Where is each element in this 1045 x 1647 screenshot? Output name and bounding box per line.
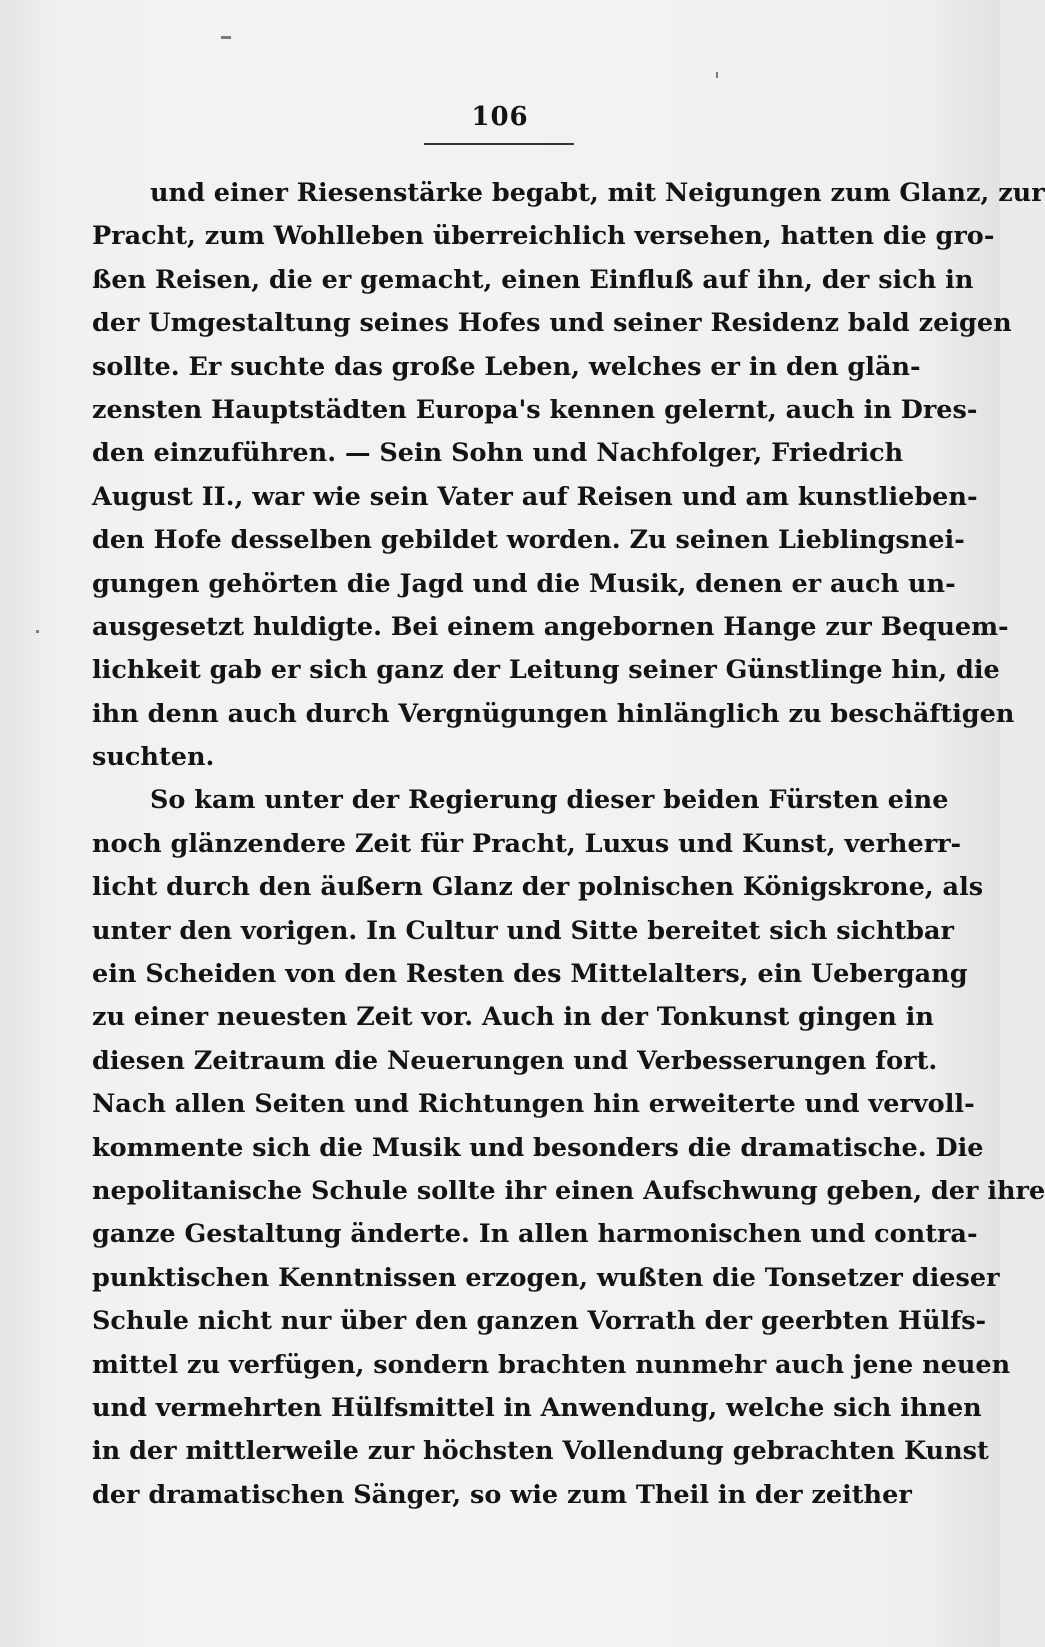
page-number: 106: [471, 102, 529, 132]
text-line: ßen Reisen, die er gemacht, einen Einfluß auf ihn, der sich in: [92, 264, 974, 295]
header-rule: [424, 143, 574, 145]
text-line: sollte. Er suchte das große Leben, welches er in den glän-: [92, 351, 921, 382]
ink-speck: [36, 630, 39, 633]
text-line: Nach allen Seiten und Richtungen hin erweiterte und vervoll-: [92, 1089, 975, 1120]
ink-speck: [716, 72, 718, 78]
text-line: punktischen Kenntnissen erzogen, wußten die Tonsetzer dieser: [92, 1262, 1000, 1293]
text-line: August II., war wie sein Vater auf Reisen und am kunstlieben-: [92, 481, 978, 512]
text-line: nepolitanische Schule sollte ihr einen Aufschwung geben, der ihre: [92, 1175, 1045, 1206]
text-line: kommente sich die Musik und besonders die dramatische. Die: [92, 1132, 984, 1163]
text-line: licht durch den äußern Glanz der polnischen Königskrone, als: [92, 872, 984, 903]
text-line: suchten.: [92, 742, 215, 773]
text-line: ganze Gestaltung änderte. In allen harmonischen und contra-: [92, 1219, 978, 1250]
text-line: diesen Zeitraum die Neuerungen und Verbesserungen fort.: [92, 1045, 938, 1076]
text-line: unter den vorigen. In Cultur und Sitte bereitet sich sichtbar: [92, 915, 954, 946]
text-line: ihn denn auch durch Vergnügungen hinlänglich zu beschäftigen: [92, 698, 1015, 729]
text-line: der dramatischen Sänger, so wie zum Theil in der zeither: [92, 1479, 912, 1510]
text-line: zu einer neuesten Zeit vor. Auch in der Tonkunst gingen in: [92, 1002, 934, 1033]
paragraph-1: [92, 172, 1045, 779]
text-line: in der mittlerweile zur höchsten Vollendung gebrachten Kunst: [92, 1436, 989, 1467]
text-line: ein Scheiden von den Resten des Mittelalters, ein Uebergang: [92, 959, 968, 990]
text-line: den Hofe desselben gebildet worden. Zu seinen Lieblingsnei-: [92, 525, 965, 556]
text-line: und einer Riesenstärke begabt, mit Neigungen zum Glanz, zur: [150, 178, 1045, 208]
text-line: Pracht, zum Wohlleben überreichlich versehen, hatten die gro-: [92, 221, 995, 252]
text-line: den einzuführen. — Sein Sohn und Nachfolger, Friedrich: [92, 438, 904, 469]
body-text: [92, 172, 1045, 1517]
paragraph-2: [92, 779, 1045, 1517]
text-line: mittel zu verfügen, sondern brachten nunmehr auch jene neuen: [92, 1349, 1011, 1380]
text-line: So kam unter der Regierung dieser beiden Fürsten eine: [150, 785, 949, 816]
text-line: ausgesetzt huldigte. Bei einem angebornen Hange zur Bequem-: [92, 611, 1009, 642]
text-line: der Umgestaltung seines Hofes und seiner Residenz bald zeigen: [92, 308, 1012, 339]
text-line: noch glänzendere Zeit für Pracht, Luxus und Kunst, verherr-: [92, 828, 962, 859]
text-line: Schule nicht nur über den ganzen Vorrath der geerbten Hülfs-: [92, 1306, 987, 1337]
text-line: lichkeit gab er sich ganz der Leitung seiner Günstlinge hin, die: [92, 655, 1000, 686]
text-line: zensten Hauptstädten Europa's kennen gelernt, auch in Dres-: [92, 394, 978, 425]
ink-speck: [221, 36, 231, 39]
text-line: gungen gehörten die Jagd und die Musik, denen er auch un-: [92, 568, 956, 599]
text-line: und vermehrten Hülfsmittel in Anwendung, welche sich ihnen: [92, 1392, 982, 1423]
